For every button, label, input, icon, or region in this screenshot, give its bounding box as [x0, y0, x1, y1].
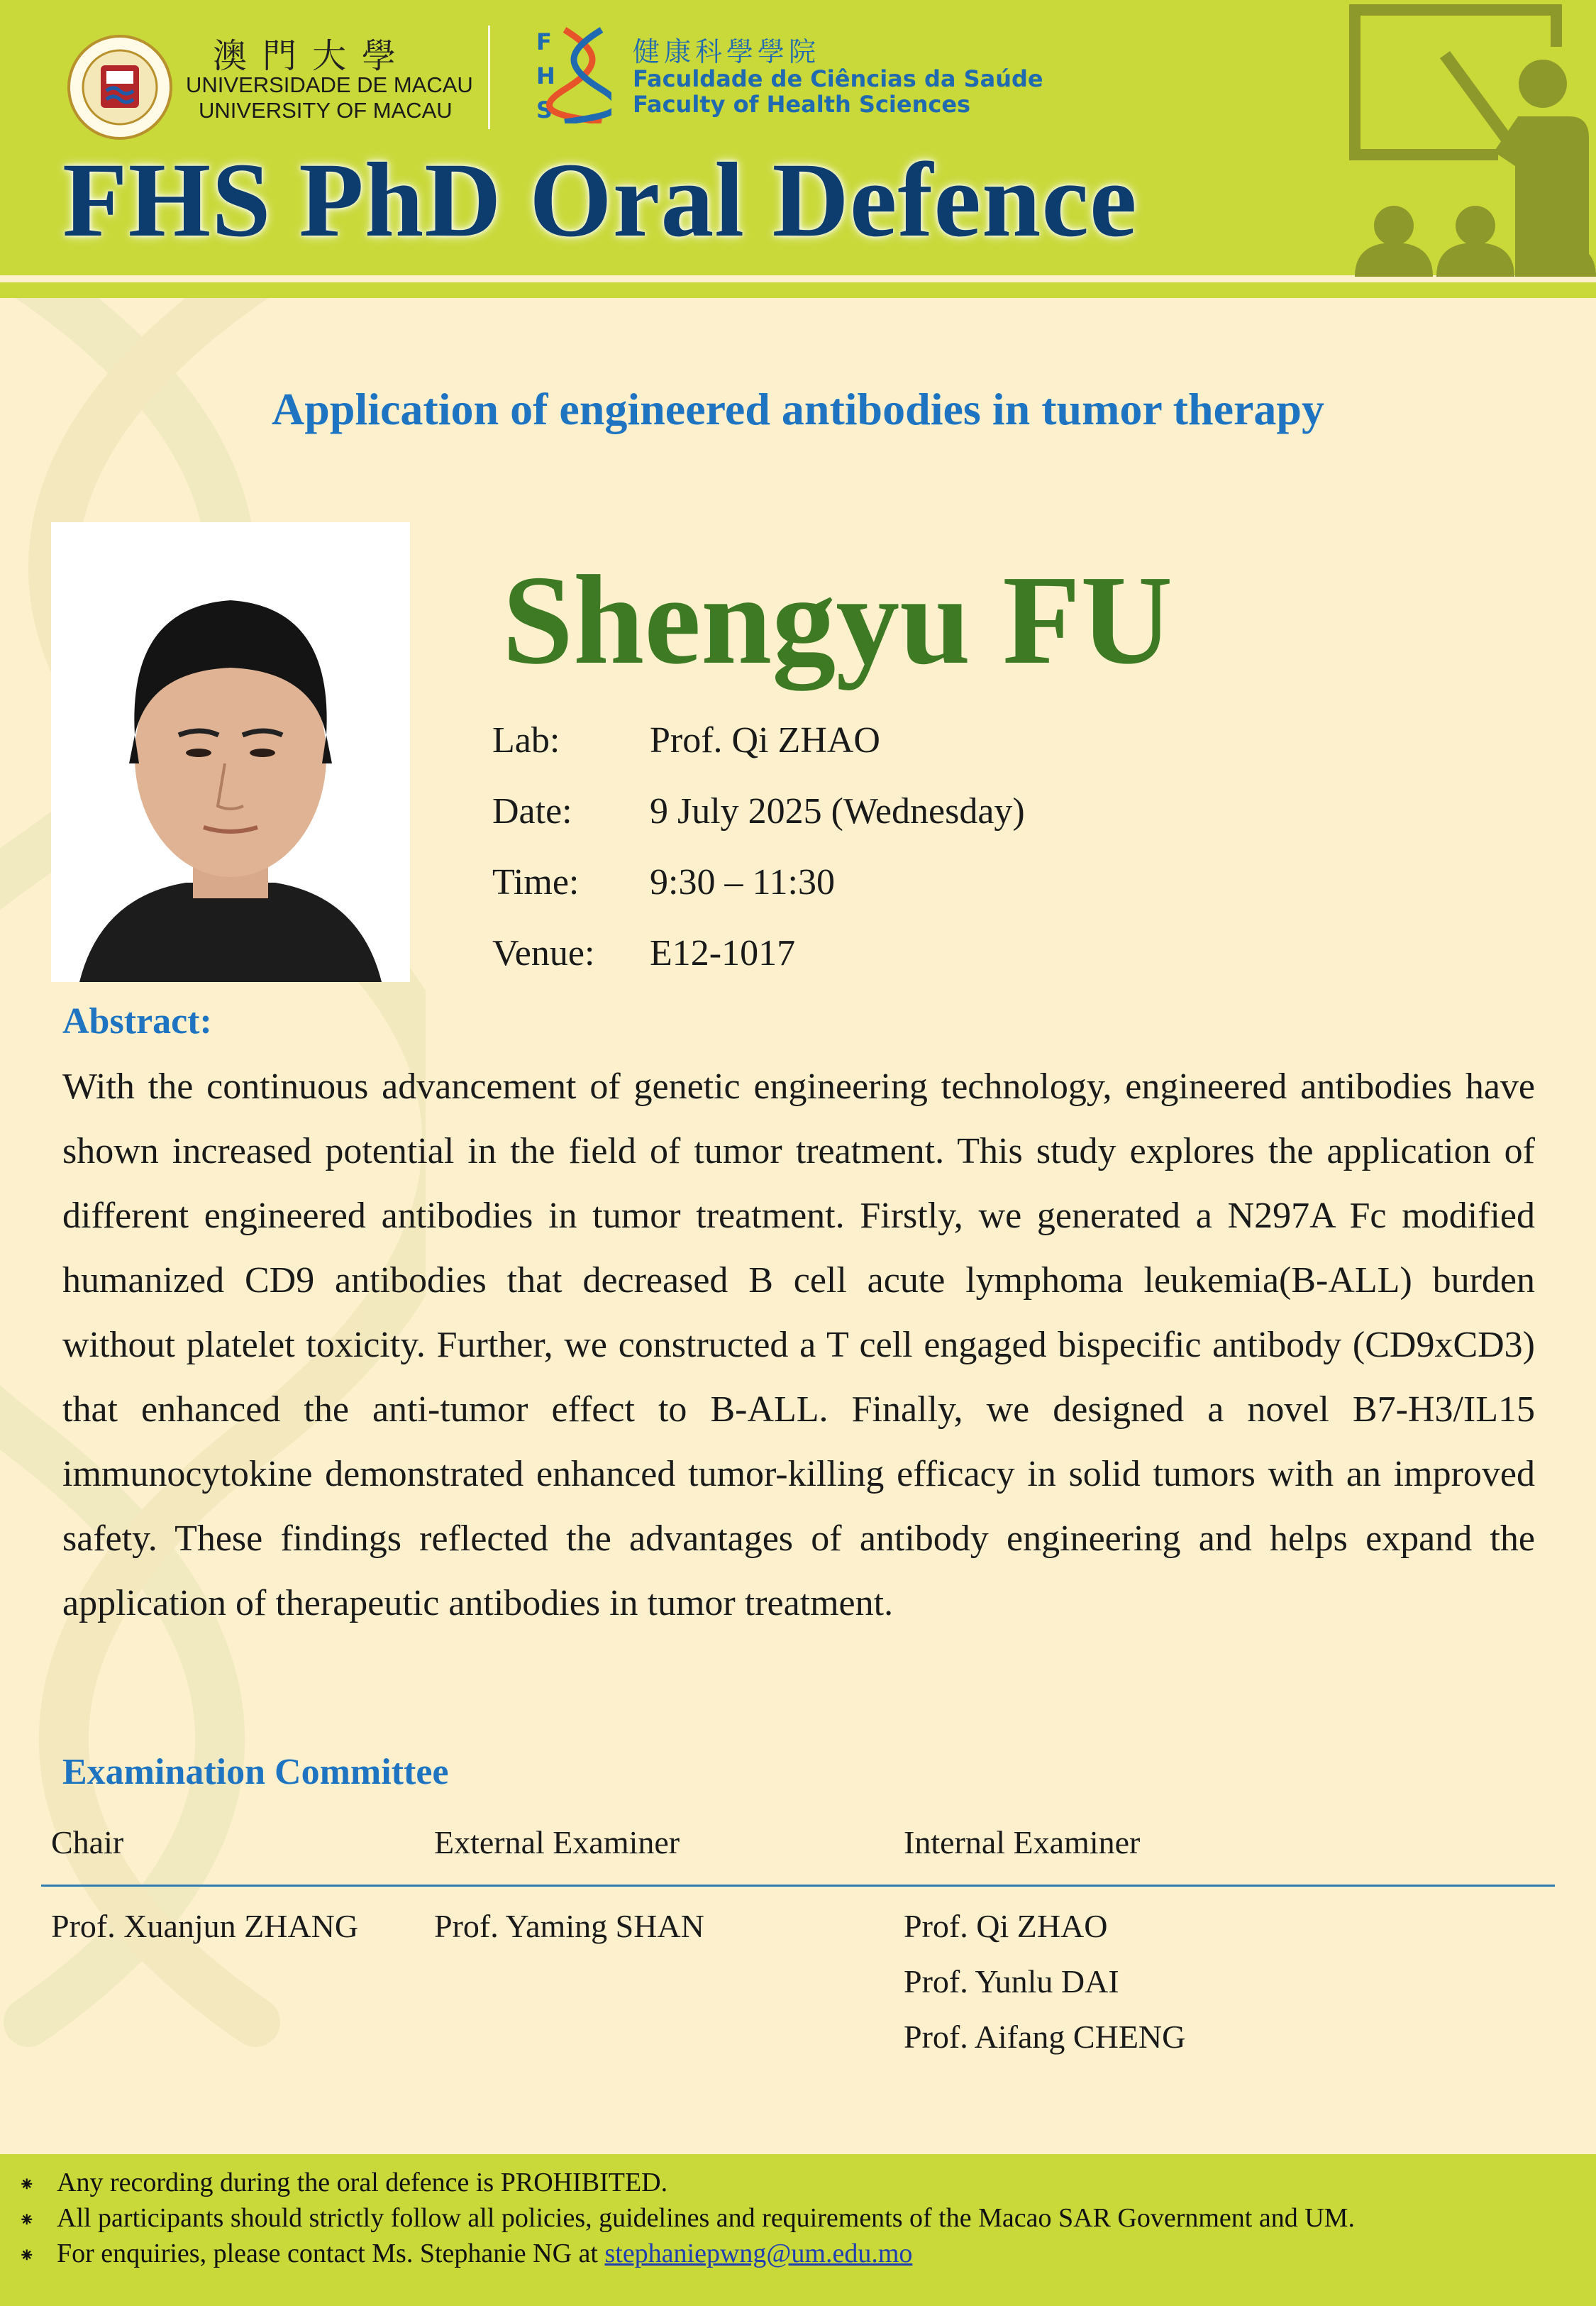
date-row — [492, 790, 1025, 832]
note-enquiries-text: For enquiries, please contact Ms. Stephanie NG at — [57, 2239, 605, 2268]
date-value: 9 July 2025 (Wednesday) — [650, 791, 1025, 832]
page-title: FHS PhD Oral Defence — [62, 141, 1138, 259]
chair-member: Prof. Xuanjun ZHANG — [51, 1908, 359, 1944]
note-recording-text: Any recording during the oral defence is PROHIBITED. — [57, 2168, 668, 2197]
fhs-chinese-name: 健康科學學院 — [633, 36, 821, 67]
abstract-body: With the continuous advancement of genetic engineering technology, engineered antibodies have shown increased potential in the field of tumor treatment. This study explores the application of different engineered antibodies in tumor treatment. Firstly, we generated a N297A Fc modified humanized CD9 antibodies that decreased B cell acute lymphoma leukemia(B-ALL) burden without platelet toxicity. Further, we constructed a T cell engaged bispecific antibody (CD9xCD3) that enhanced the anti-tumor effect to B-ALL. Finally, we designed a novel B7-H3/IL15 immunocytokine demonstrated enhanced tumor-killing efficacy in solid tumors with an improved safety. These findings reflected the advantages of antibody engineering and helps expand the application of therapeutic antibodies in tumor treatment. — [62, 1066, 1535, 1623]
committee-heading: Examination Committee — [62, 1752, 449, 1792]
note-policies — [18, 2202, 1355, 2234]
um-chinese-name: 澳門大學 — [213, 36, 412, 76]
internal-member: Prof. Aifang CHENG — [904, 2019, 1186, 2055]
um-portuguese-name: UNIVERSIDADE DE MACAU — [186, 72, 473, 97]
time-row — [492, 861, 835, 903]
note-policies-text: All participants should strictly follow all policies, guidelines and requirements of the Macao SAR Government and UM. — [57, 2203, 1355, 2233]
university-seal-icon — [67, 34, 173, 140]
bullet-icon: ⁕ — [18, 2174, 35, 2196]
date-label: Date: — [492, 791, 572, 832]
internal-member: Prof. Qi ZHAO — [904, 1908, 1108, 1944]
venue-row — [492, 932, 795, 974]
portrait-photo — [51, 522, 410, 982]
fhs-portuguese-name: Faculdade de Ciências da Saúde — [633, 65, 1043, 92]
talk-title: Application of engineered antibodies in tumor therapy — [272, 384, 1324, 434]
chair-column-header: Chair — [51, 1824, 124, 1860]
note-enquiries — [18, 2238, 912, 2269]
bullet-icon: ⁕ — [18, 2245, 35, 2267]
bullet-icon: ⁕ — [18, 2210, 35, 2231]
fhs-english-name: Faculty of Health Sciences — [633, 91, 971, 118]
time-value: 9:30 – 11:30 — [650, 862, 835, 903]
footer-notes — [0, 2154, 1596, 2306]
svg-text:F: F — [536, 28, 552, 55]
student-name: Shengyu FU — [502, 549, 1173, 690]
committee-divider — [41, 1885, 1555, 1887]
abstract-heading: Abstract: — [62, 1001, 212, 1042]
fhs-dna-logo-icon — [533, 24, 611, 123]
logo-divider — [488, 26, 490, 129]
contact-email-link[interactable]: stephaniepwng@um.edu.mo — [604, 2239, 913, 2268]
time-label: Time: — [492, 862, 580, 903]
svg-text:H: H — [536, 62, 555, 89]
note-recording — [18, 2167, 667, 2198]
external-column-header: External Examiner — [434, 1824, 680, 1860]
venue-label: Venue: — [492, 933, 595, 973]
external-member: Prof. Yaming SHAN — [434, 1908, 704, 1944]
lab-label: Lab: — [492, 720, 560, 761]
internal-member: Prof. Yunlu DAI — [904, 1963, 1119, 1999]
venue-value: E12-1017 — [650, 933, 796, 973]
lab-value: Prof. Qi ZHAO — [650, 720, 880, 761]
svg-text:S: S — [536, 96, 553, 123]
internal-column-header: Internal Examiner — [904, 1824, 1141, 1860]
lab-row — [492, 719, 880, 761]
um-english-name: UNIVERSITY OF MACAU — [199, 98, 453, 123]
header-divider-green — [0, 282, 1596, 298]
presentation-teacher-icon — [1305, 0, 1596, 277]
